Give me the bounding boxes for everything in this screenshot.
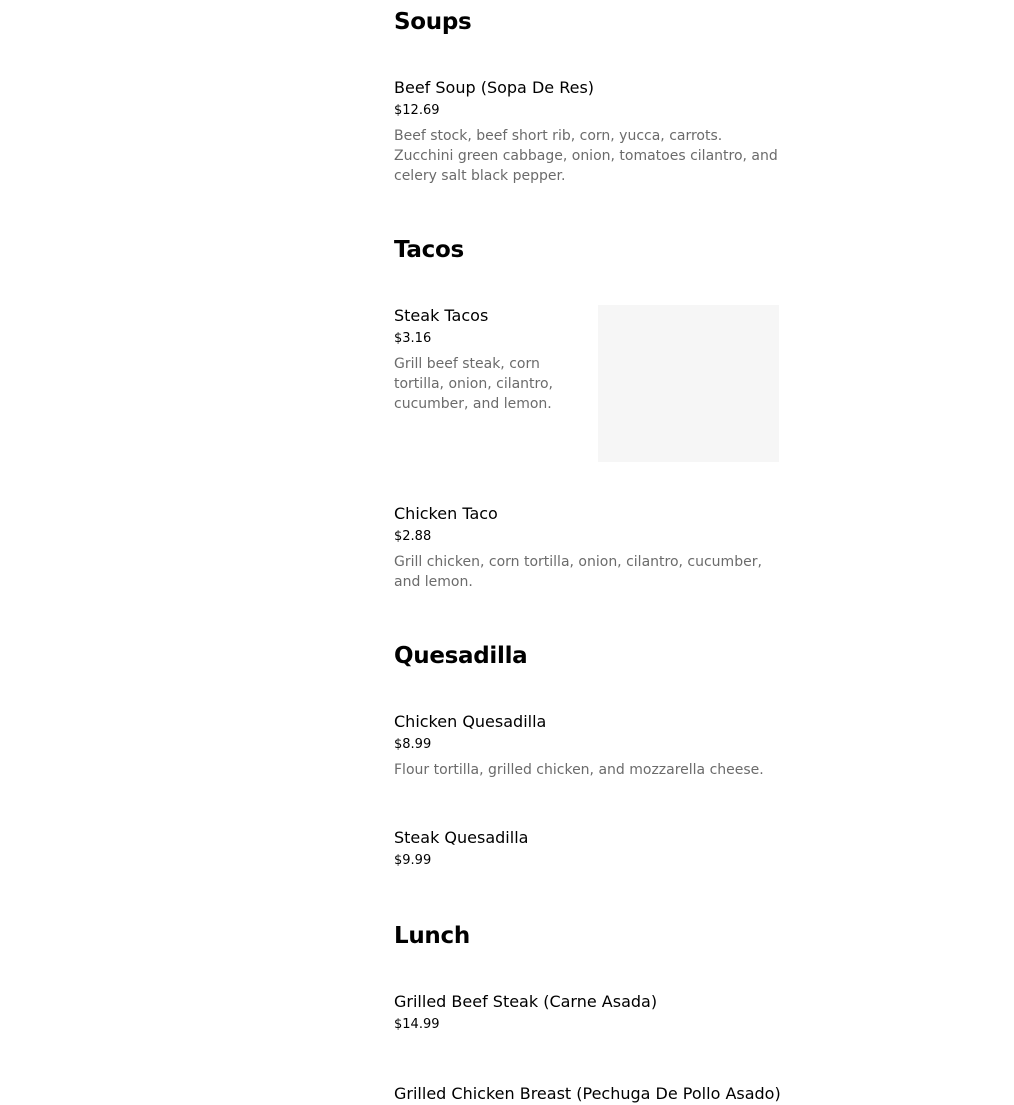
section-title-lunch: Lunch: [394, 923, 470, 949]
menu-item-steak-tacos[interactable]: [394, 306, 780, 414]
item-price: $9.99: [394, 853, 432, 868]
item-price: $8.99: [394, 737, 432, 752]
item-name: Grilled Beef Steak (Carne Asada): [394, 992, 658, 1011]
item-name: Steak Tacos: [394, 306, 489, 325]
item-image-placeholder: [598, 305, 779, 462]
item-description: Grill chicken, corn tortilla, onion, cilantro, cucumber, and lemon.: [394, 554, 762, 590]
item-price: $14.99: [394, 1017, 440, 1032]
menu-item-grilled-chicken-breast[interactable]: [394, 1084, 780, 1104]
menu-item-beef-soup[interactable]: [394, 78, 780, 186]
section-title-tacos: Tacos: [394, 237, 464, 263]
menu-item-chicken-taco[interactable]: [394, 504, 780, 592]
section-title-soups: Soups: [394, 9, 472, 35]
item-price: $3.16: [394, 331, 432, 346]
item-name: Chicken Quesadilla: [394, 712, 547, 731]
menu-item-steak-quesadilla[interactable]: [394, 828, 780, 869]
item-price: $12.69: [394, 103, 440, 118]
item-name: Chicken Taco: [394, 504, 498, 523]
item-description: Flour tortilla, grilled chicken, and mozzarella cheese.: [394, 762, 764, 778]
item-text-block: [394, 306, 590, 414]
item-name: Beef Soup (Sopa De Res): [394, 78, 595, 97]
menu-item-grilled-beef-steak[interactable]: [394, 992, 780, 1033]
item-name: Steak Quesadilla: [394, 828, 529, 847]
item-description: Beef stock, beef short rib, corn, yucca, carrots. Zucchini green cabbage, onion, tomatoes cilantro, and celery salt black pepper.: [394, 128, 778, 184]
section-title-quesadilla: Quesadilla: [394, 643, 528, 669]
menu-item-chicken-quesadilla[interactable]: [394, 712, 780, 780]
item-description: Grill beef steak, corn tortilla, onion, cilantro, cucumber, and lemon.: [394, 356, 553, 412]
item-price: $2.88: [394, 529, 432, 544]
item-name: Grilled Chicken Breast (Pechuga De Pollo Asado): [394, 1084, 781, 1103]
